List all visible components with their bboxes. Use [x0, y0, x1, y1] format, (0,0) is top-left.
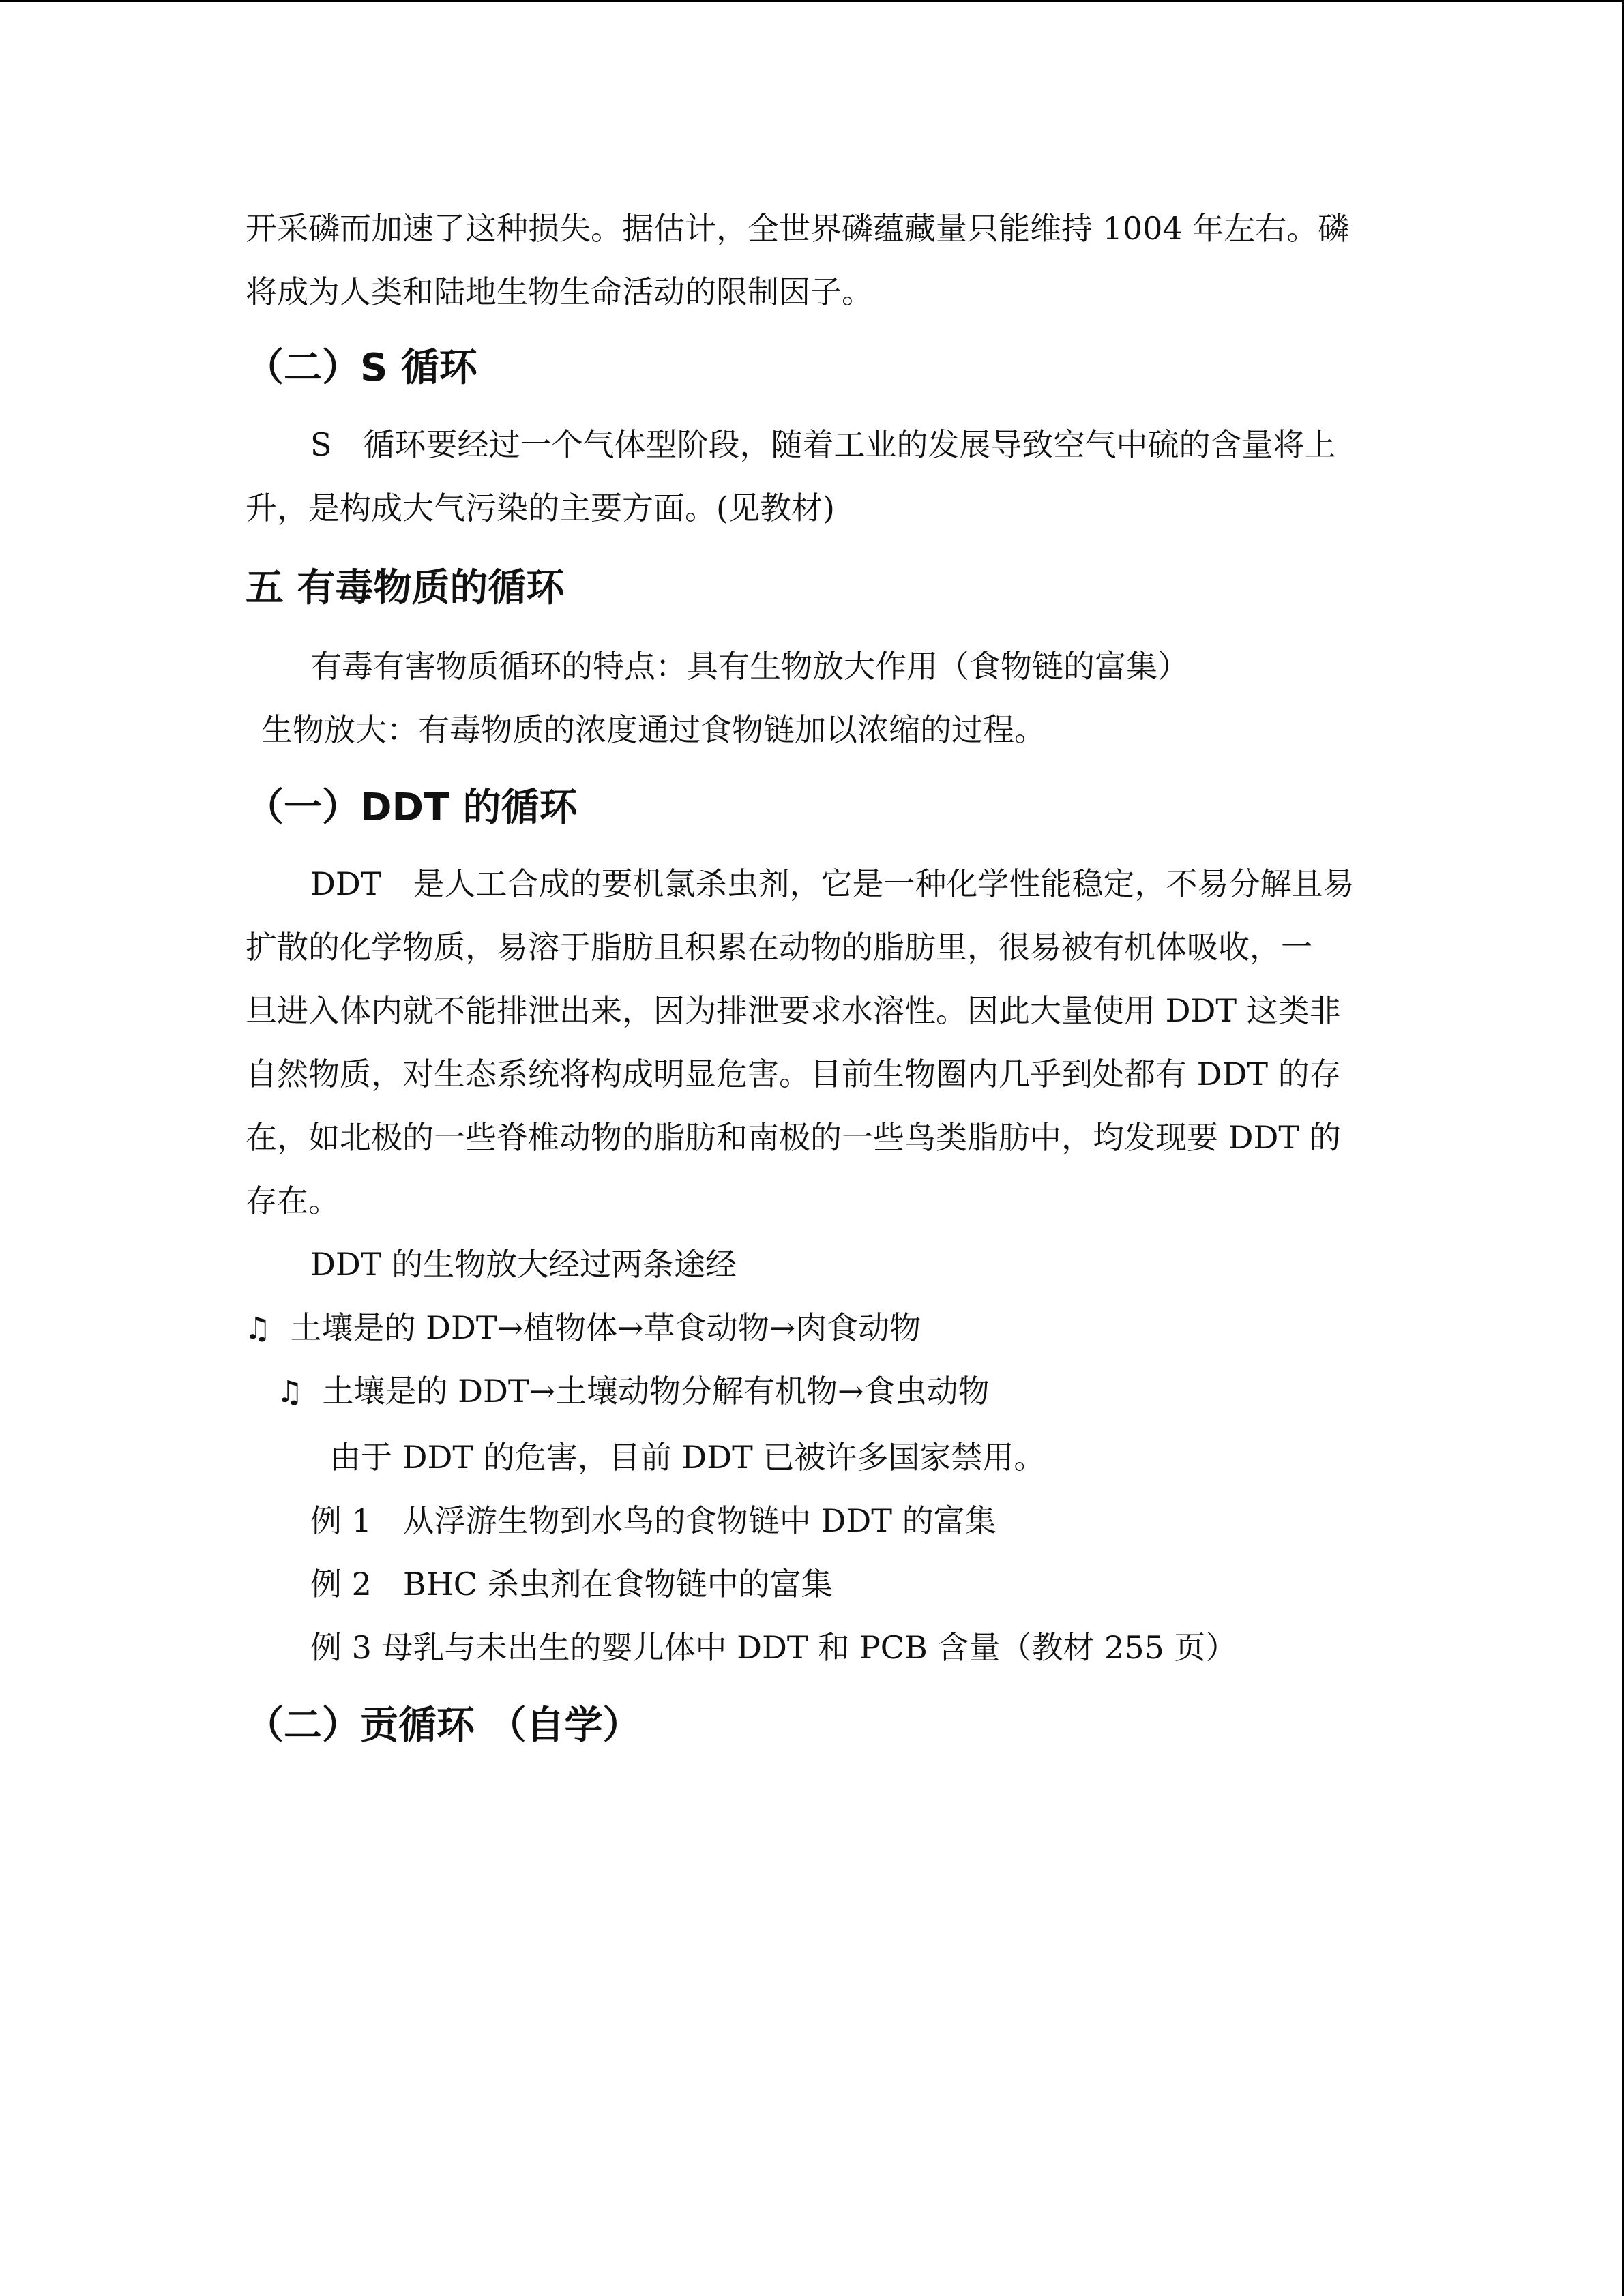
ddt-paragraph-line-2: 扩散的化学物质，易溶于脂肪且积累在动物的脂肪里，很易被有机体吸收，一 — [246, 929, 1312, 966]
pathway-item-1 — [244, 1307, 921, 1350]
ddt-paragraph-line-3: 旦进入体内就不能排泄出来，因为排泄要求水溶性。因此大量使用 DDT 这类非 — [246, 992, 1341, 1029]
heading-ddt-cycle: （一）DDT 的循环 — [246, 786, 578, 830]
example-2: 例 2 BHC 杀虫剂在食物链中的富集 — [310, 1566, 833, 1602]
ddt-ban-note: 由于 DDT 的危害，目前 DDT 已被许多国家禁用。 — [329, 1439, 1046, 1476]
ddt-paragraph-line-5: 在，如北极的一些脊椎动物的脂肪和南极的一些鸟类脂肪中，均发现要 DDT 的 — [246, 1119, 1341, 1156]
toxic-line-1: 有毒有害物质循环的特点：具有生物放大作用（食物链的富集） — [310, 648, 1189, 685]
ddt-pathways-intro: DDT 的生物放大经过两条途经 — [310, 1246, 737, 1283]
s-cycle-line-1: S 循环要经过一个气体型阶段，随着工业的发展导致空气中硫的含量将上 — [310, 426, 1336, 463]
continuation-line-1: 开采磷而加速了这种损失。据估计，全世界磷蕴藏量只能维持 1004 年左右。磷 — [246, 210, 1350, 247]
ddt-paragraph-line-6: 存在。 — [246, 1182, 340, 1219]
ddt-paragraph-line-4: 自然物质，对生态系统将构成明显危害。目前生物圈内几乎到处都有 DDT 的存 — [246, 1056, 1341, 1092]
heading-mercury-cycle: （二）贡循环 （自学） — [246, 1703, 641, 1748]
heading-s-cycle: （二）S 循环 — [246, 346, 477, 390]
heading-toxic-cycle: 五 有毒物质的循环 — [246, 566, 565, 610]
pathway-text-1: 土壤是的 DDT→植物体→草食动物→肉食动物 — [290, 1309, 921, 1346]
music-note-icon: ♫ — [244, 1311, 271, 1346]
s-cycle-line-2: 升，是构成大气污染的主要方面。(见教材) — [246, 490, 835, 526]
ddt-paragraph-line-1: DDT 是人工合成的要机氯杀虫剂，它是一种化学性能稳定，不易分解且易 — [310, 865, 1355, 902]
music-note-icon: ♫ — [276, 1375, 304, 1410]
continuation-line-2: 将成为人类和陆地生物生命活动的限制因子。 — [246, 273, 873, 310]
pathway-text-2: 土壤是的 DDT→土壤动物分解有机物→食虫动物 — [322, 1373, 990, 1410]
example-1: 例 1 从浮游生物到水鸟的食物链中 DDT 的富集 — [310, 1502, 996, 1539]
pathway-item-2 — [276, 1371, 990, 1413]
example-3: 例 3 母乳与未出生的婴儿体中 DDT 和 PCB 含量（教材 255 页） — [310, 1629, 1237, 1666]
toxic-line-2: 生物放大：有毒物质的浓度通过食物链加以浓缩的过程。 — [261, 711, 1046, 748]
